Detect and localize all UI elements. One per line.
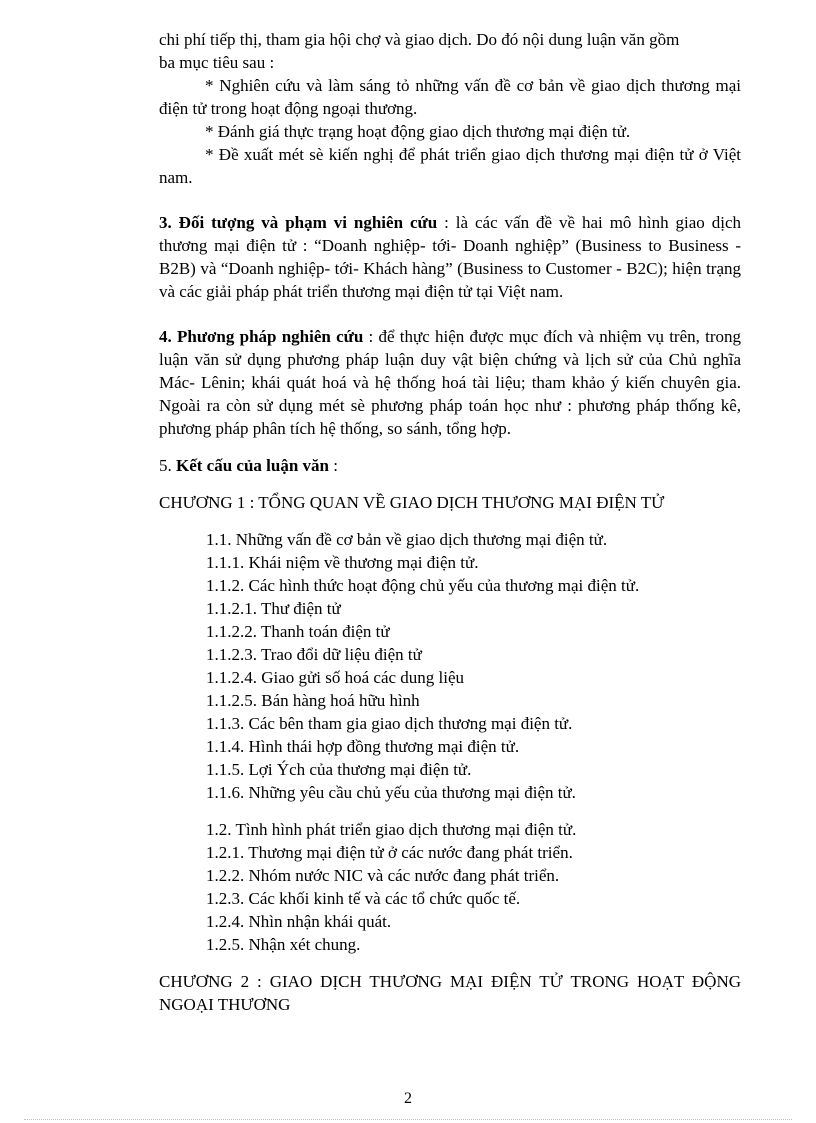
chapter-1-toc-group-1 [206,528,741,804]
toc-item: 1.1.2.1. Thư điện tử [206,599,341,618]
toc-item: 1.1.2.4. Giao gửi số hoá các dung liệu [206,668,465,687]
footer-divider [24,1119,792,1120]
section-4-body: : để thực hiện được mục đích và nhiệm vụ trên, trong luận văn sử dụng phương pháp luận duy vật biện chứng và lịch sử của Chủ nghĩa Mác- Lênin; khái quát hoá và hệ thống hoá tài liệu; tham khảo ý kiến chuyên gia. Ngoài ra còn sử dụng mét sè phương pháp toán học như : phương pháp thống kê, phương pháp phân tích hệ thống, so sánh, tổng hợp. [159,327,741,438]
chapter-1-toc-group-2 [206,818,741,956]
objective-2: * Đánh giá thực trạng hoạt động giao dịch thương mại điện tử. [205,122,631,141]
toc-item: 1.1.2.5. Bán hàng hoá hữu hình [206,691,420,710]
chapter-2-title: CHƯƠNG 2 : GIAO DỊCH THƯƠNG MẠI ĐIỆN TỬ TRONG HOẠT ĐỘNG NGOẠI THƯƠNG [159,972,741,1014]
toc-item: 1.1.4. Hình thái hợp đồng thương mại điện tử. [206,737,520,756]
section-3-paragraph [159,211,741,303]
toc-item: 1.2.5. Nhận xét chung. [206,935,361,954]
toc-item: 1.1.2.2. Thanh toán điện tử [206,622,390,641]
toc-item: 1.2. Tình hình phát triển giao dịch thương mại điện tử. [206,820,577,839]
toc-item: 1.1.2. Các hình thức hoạt động chủ yếu của thương mại điện tử. [206,576,640,595]
objective-3: * Đề xuất mét sè kiến nghị để phát triển giao dịch thương mại điện tử ở Việt nam. [159,145,741,187]
chapter-1-title: CHƯƠNG 1 : TỔNG QUAN VỀ GIAO DỊCH THƯƠNG MẠI ĐIỆN TỬ [159,493,665,512]
intro-line-1: chi phí tiếp thị, tham gia hội chợ và giao dịch. Do đó nội dung luận văn gồm [159,30,680,49]
toc-item: 1.1.6. Những yêu cầu chủ yếu của thương mại điện tử. [206,783,576,802]
section-3-heading: 3. Đối tượng và phạm vi nghiên cứu [159,213,438,232]
toc-item: 1.1.1. Khái niệm về thương mại điện tử. [206,553,479,572]
section-3-body: : là các vấn đề về hai mô hình giao dịch thương mại điện tử : “Doanh nghiệp- tới- Doanh nghiệp” (Business to Business - B2B) và “Doanh nghiệp- tới- Khách hàng” (Business to Customer - B2C); hiện trạng và các giải pháp phát triển thương mại điện tử tại Việt nam. [159,213,741,301]
toc-item: 1.2.2. Nhóm nước NIC và các nước đang phát triển. [206,866,560,885]
toc-item: 1.1. Những vấn đề cơ bản về giao dịch thương mại điện tử. [206,530,608,549]
toc-item: 1.1.5. Lợi Ých của thương mại điện tử. [206,760,472,779]
page-number: 2 [404,1090,412,1107]
section-4-paragraph [159,325,741,440]
toc-item: 1.1.3. Các bên tham gia giao dịch thương mại điện tử. [206,714,573,733]
toc-item: 1.2.1. Thương mại điện tử ở các nước đang phát triển. [206,843,573,862]
objective-1: * Nghiên cứu và làm sáng tỏ những vấn đề cơ bản về giao dịch thương mại điện tử trong hoạt động ngoại thương. [159,76,741,118]
toc-item: 1.2.3. Các khối kinh tế và các tổ chức quốc tế. [206,889,521,908]
toc-item: 1.2.4. Nhìn nhận khái quát. [206,912,392,931]
section-5-heading: Kết cấu của luận văn [176,456,330,475]
toc-item: 1.1.2.3. Trao đổi dữ liệu điện tử [206,645,422,664]
section-5-heading-line: 5. Kết cấu của luận văn : [159,456,339,475]
section-4-heading: 4. Phương pháp nghiên cứu [159,327,364,346]
document-page [159,28,741,1016]
intro-line-2: ba mục tiêu sau : [159,53,275,72]
